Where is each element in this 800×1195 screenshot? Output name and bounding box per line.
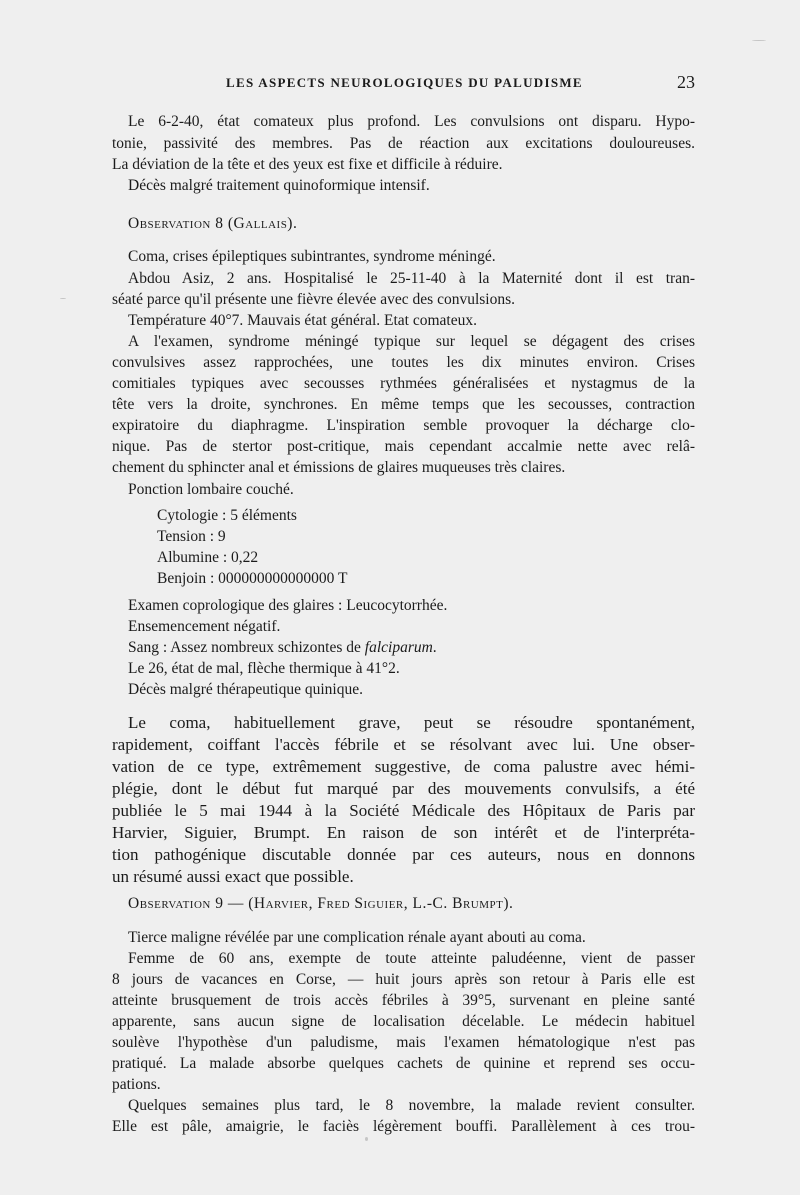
page-number: 23 (677, 72, 695, 92)
csf-result: Benjoin : 000000000000000 T (157, 570, 348, 587)
running-title: LES ASPECTS NEUROLOGIQUES DU PALUDISME (226, 75, 583, 90)
obs8-after-line: Ensemencement négatif. (128, 618, 281, 635)
obs8-line: convulsives assez rapprochées, une toutes les dix minutes environ. Crises (112, 354, 695, 371)
obs8-line: séaté parce qu'il présente une fièvre élevée avec des convulsions. (112, 291, 516, 308)
intro-line: tonie, passivité des membres. Pas de réaction aux excitations douloureuses. (112, 135, 695, 152)
body-paragraph-line: Harvier, Siguier, Brumpt. En raison de son intérêt et de l'interpréta- (112, 823, 695, 842)
body-paragraph-line: rapidement, coiffant l'accès fébrile et se résolvant avec lui. Une obser- (112, 735, 695, 754)
obs8-line: Ponction lombaire couché. (128, 481, 294, 498)
obs8-line: comitiales typiques avec secousses rythmées généralisées et nystagmus de la (112, 375, 695, 392)
obs9-line: soulève l'hypothèse d'un paludisme, mais l'examen hématologique n'est pas (112, 1034, 695, 1051)
obs9-line: 8 jours de vacances en Corse, — huit jours après son retour à Paris elle est (112, 971, 695, 988)
obs8-after-line: Examen coprologique des glaires : Leucocytorrhée. (128, 597, 448, 614)
body-paragraph-line: publiée le 5 mai 1944 à la Société Médicale des Hôpitaux de Paris par (112, 801, 695, 820)
obs9-line: Elle est pâle, amaigrie, le faciès légèrement bouffi. Parallèlement à ces trou- (112, 1118, 695, 1135)
obs8-line: Coma, crises épileptiques subintrantes, syndrome méningé. (128, 248, 496, 265)
body-paragraph-line: plégie, dont le début fut marqué par des mouvements convulsifs, a été (112, 779, 695, 798)
scan-speck (365, 1137, 368, 1141)
csf-result: Cytologie : 5 éléments (157, 507, 297, 524)
species-name: falciparum (364, 639, 433, 656)
scan-speck (60, 298, 66, 299)
obs9-line: pratiqué. La malade absorbe quelques cachets de quinine et reprend ses occu- (112, 1055, 695, 1072)
csf-result: Albumine : 0,22 (157, 549, 259, 566)
obs8-line: tête vers la droite, synchrones. En même temps que les secousses, contraction (112, 396, 695, 413)
csf-result: Tension : 9 (157, 528, 226, 545)
obs9-line: Femme de 60 ans, exempte de toute atteinte paludéenne, vient de passer (128, 950, 695, 967)
observation-9-heading: Observation 9 — (Harvier, Fred Siguier, L.-C. Brumpt). (128, 895, 514, 912)
obs9-line: atteinte brusquement de trois accès fébriles à 39°5, survenant en pleine santé (112, 992, 695, 1009)
obs8-line: chement du sphincter anal et émissions de glaires muqueuses très claires. (112, 459, 566, 476)
obs9-line: Quelques semaines plus tard, le 8 novembre, la malade revient consulter. (128, 1097, 695, 1114)
obs8-line: A l'examen, syndrome méningé typique sur lequel se dégagent des crises (128, 333, 695, 350)
intro-line: Le 6-2-40, état comateux plus profond. Les convulsions ont disparu. Hypo- (128, 113, 695, 130)
body-paragraph-line: Le coma, habituellement grave, peut se résoudre spontanément, (128, 713, 695, 732)
intro-line: La déviation de la tête et des yeux est fixe et difficile à réduire. (112, 156, 503, 173)
obs8-line: expiratoire du diaphragme. L'inspiration semble provoquer la décharge clo- (112, 417, 695, 434)
obs9-line: pations. (112, 1076, 161, 1093)
obs8-line: Abdou Asiz, 2 ans. Hospitalisé le 25-11-40 à la Maternité dont il est tran- (128, 270, 695, 287)
page-header (120, 74, 695, 96)
body-paragraph-line: vation de ce type, extrêmement suggestive, de coma palustre avec hémi- (112, 757, 695, 776)
obs8-after-line: Sang : Assez nombreux schizontes de falciparum. (128, 639, 437, 656)
obs9-line: apparente, sans aucun signe de localisation décelable. Le médecin habituel (112, 1013, 695, 1030)
body-paragraph-line: tion pathogénique discutable donnée par ces auteurs, nous en donnons (112, 845, 695, 864)
observation-8-heading: Observation 8 (Gallais). (128, 215, 298, 232)
intro-line: Décès malgré traitement quinoformique intensif. (128, 177, 430, 194)
obs8-after-line: Le 26, état de mal, flèche thermique à 41°2. (128, 660, 400, 677)
scan-speck (752, 40, 766, 41)
body-paragraph-line: un résumé aussi exact que possible. (112, 867, 354, 886)
obs8-after-line: Décès malgré thérapeutique quinique. (128, 681, 363, 698)
obs8-line: Température 40°7. Mauvais état général. Etat comateux. (128, 312, 477, 329)
obs8-line: nique. Pas de stertor post-critique, mais cependant accalmie nette avec relâ- (112, 438, 695, 455)
obs9-line: Tierce maligne révélée par une complication rénale ayant abouti au coma. (128, 929, 586, 946)
